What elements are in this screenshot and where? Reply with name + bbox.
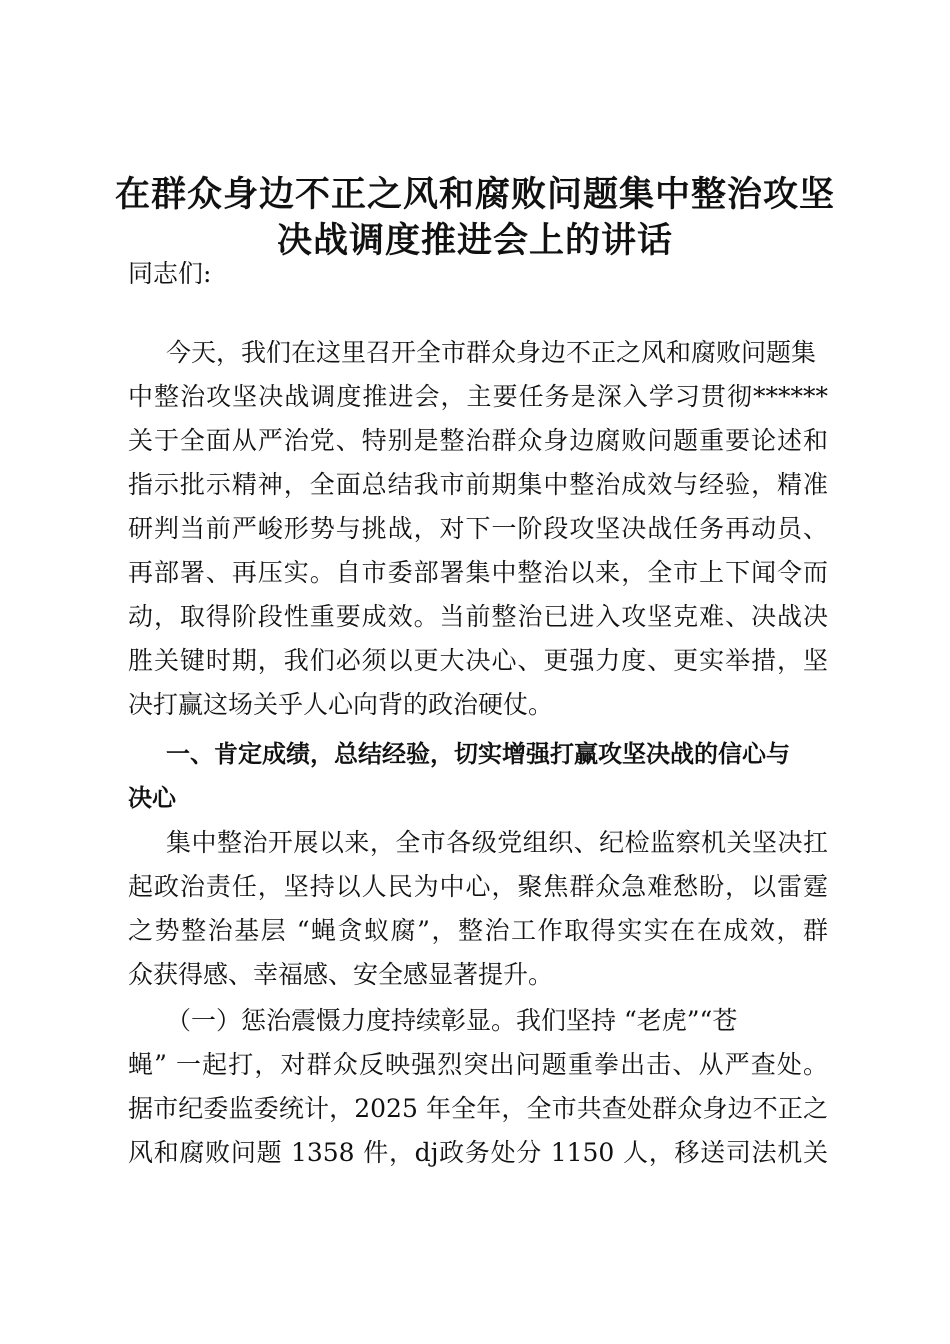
paragraph-1-line: 研判当前严峻形势与挑战，对下一阶段攻坚决战任务再动员、 <box>128 514 828 543</box>
paragraph-1-line: 动，取得阶段性重要成效。当前整治已进入攻坚克难、决战决 <box>128 602 828 631</box>
paragraph-2-line: 众获得感、幸福感、安全感显著提升。 <box>128 960 554 989</box>
document-title-line-2: 决战调度推进会上的讲话 <box>276 221 673 261</box>
paragraph-3-line: （一）惩治震慑力度持续彰显。我们坚持 “老虎”“苍 <box>166 1006 738 1035</box>
paragraph-3-line: 风和腐败问题 1358 件，dj政务处分 1150 人，移送司法机关 <box>128 1138 828 1167</box>
paragraph-3-line: 蝇” 一起打，对群众反映强烈突出问题重拳出击、从严查处。 <box>128 1050 828 1079</box>
paragraph-1-line: 今天，我们在这里召开全市群众身边不正之风和腐败问题集 <box>166 338 817 367</box>
paragraph-1-line: 决打赢这场关乎人心向背的政治硬仗。 <box>128 690 554 719</box>
paragraph-3-line: 据市纪委监委统计，2025 年全年，全市共查处群众身边不正之 <box>128 1094 828 1123</box>
paragraph-2-line: 之势整治基层 “蝇贪蚁腐”，整治工作取得实实在在成效，群 <box>128 916 828 945</box>
section-heading-line-2: 决心 <box>128 784 176 812</box>
paragraph-2-line: 起政治责任，坚持以人民为中心，聚焦群众急难愁盼，以雷霆 <box>128 872 828 901</box>
document-title-line-1: 在群众身边不正之风和腐败问题集中整治攻坚 <box>114 175 835 215</box>
salutation: 同志们: <box>128 259 212 288</box>
paragraph-2-line: 集中整治开展以来，全市各级党组织、纪检监察机关坚决扛 <box>166 828 828 857</box>
paragraph-1-line: 关于全面从严治党、特别是整治群众身边腐败问题重要论述和 <box>128 426 828 455</box>
paragraph-1-line: 胜关键时期，我们必须以更大决心、更强力度、更实举措，坚 <box>128 646 828 675</box>
paragraph-1-line: 再部署、再压实。自市委部署集中整治以来，全市上下闻令而 <box>128 558 828 587</box>
paragraph-1-line: 指示批示精神，全面总结我市前期集中整治成效与经验，精准 <box>128 470 828 499</box>
paragraph-1-line: 中整治攻坚决战调度推进会，主要任务是深入学习贯彻****** <box>128 382 828 411</box>
section-heading-line-1: 一、肯定成绩，总结经验，切实增强打赢攻坚决战的信心与 <box>166 740 790 768</box>
